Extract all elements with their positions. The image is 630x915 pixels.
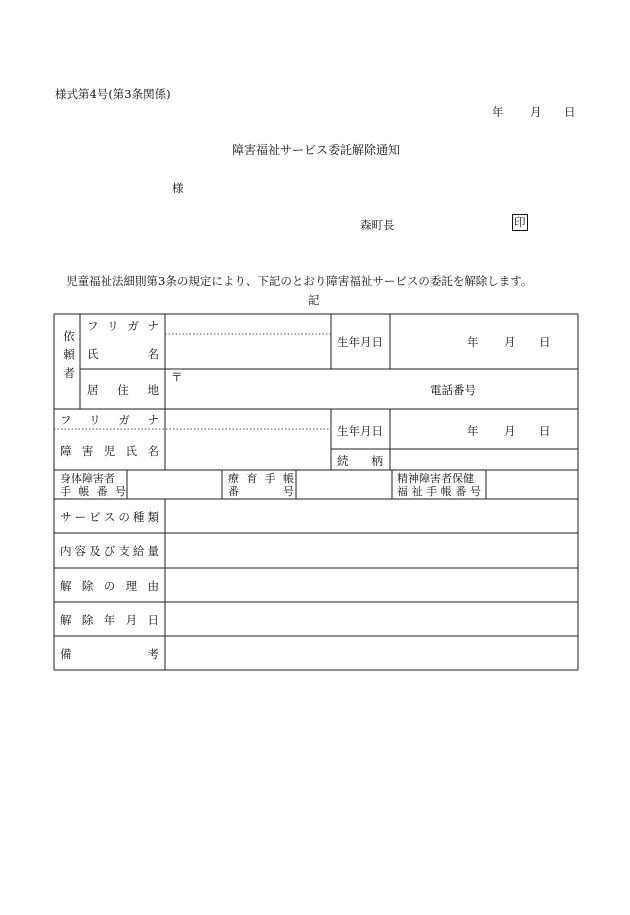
applicant-birth-date-label: 生年月日 — [337, 335, 383, 349]
form-number: 様式第4号(第3条関係) — [55, 87, 171, 101]
month-label: 月 — [504, 335, 516, 349]
postal-mark: 〒 — [171, 370, 183, 384]
applicant-address-label: 居 住 地 — [87, 383, 159, 397]
date-year-label: 年 — [492, 105, 504, 119]
year-label: 年 — [467, 335, 479, 349]
reason-label: 解 除 の 理 由 — [60, 579, 159, 593]
relationship-label: 続 柄 — [337, 454, 383, 468]
addressee-suffix: 様 — [172, 181, 184, 195]
document-title: 障害福祉サービス委託解除通知 — [232, 143, 401, 157]
mental-cert-label: 精神障害者保健 福 祉 手 帳 番 号 — [397, 472, 481, 498]
content-amount-label: 内 容 及 び 支 給 量 — [60, 544, 159, 558]
body-text: 児童福祉法細則第3条の規定により、下記のとおり障害福祉サービスの委託を解除します。 — [66, 274, 533, 288]
record-label: 記 — [308, 293, 320, 307]
seal-mark: 印 — [514, 215, 526, 229]
date-month-label: 月 — [530, 105, 542, 119]
service-type-label: サ ー ビ ス の 種 類 — [60, 510, 159, 524]
day-label: 日 — [539, 424, 551, 438]
child-furigana-label: フ リ ガ ナ — [60, 413, 159, 427]
child-birth-date-label: 生年月日 — [337, 424, 383, 438]
rehab-cert-label: 療 育 手 帳 番 号 — [228, 472, 294, 498]
child-name-label: 障 害 児 氏 名 — [60, 444, 159, 458]
applicant-name-label: 氏 名 — [87, 347, 159, 361]
date-day-label: 日 — [564, 105, 576, 119]
issuer-name: 森町長 — [360, 218, 395, 232]
year-label: 年 — [467, 424, 479, 438]
cancel-date-label: 解 除 年 月 日 — [60, 613, 159, 627]
remarks-label: 備 考 — [60, 647, 159, 661]
applicant-furigana-label: フ リ ガ ナ — [87, 319, 159, 333]
day-label: 日 — [539, 335, 551, 349]
applicant-group-label: 依頼者 — [62, 330, 76, 386]
physical-cert-label: 身体障害者 手 帳 番 号 — [60, 472, 126, 498]
month-label: 月 — [504, 424, 516, 438]
phone-label: 電話番号 — [430, 383, 476, 397]
